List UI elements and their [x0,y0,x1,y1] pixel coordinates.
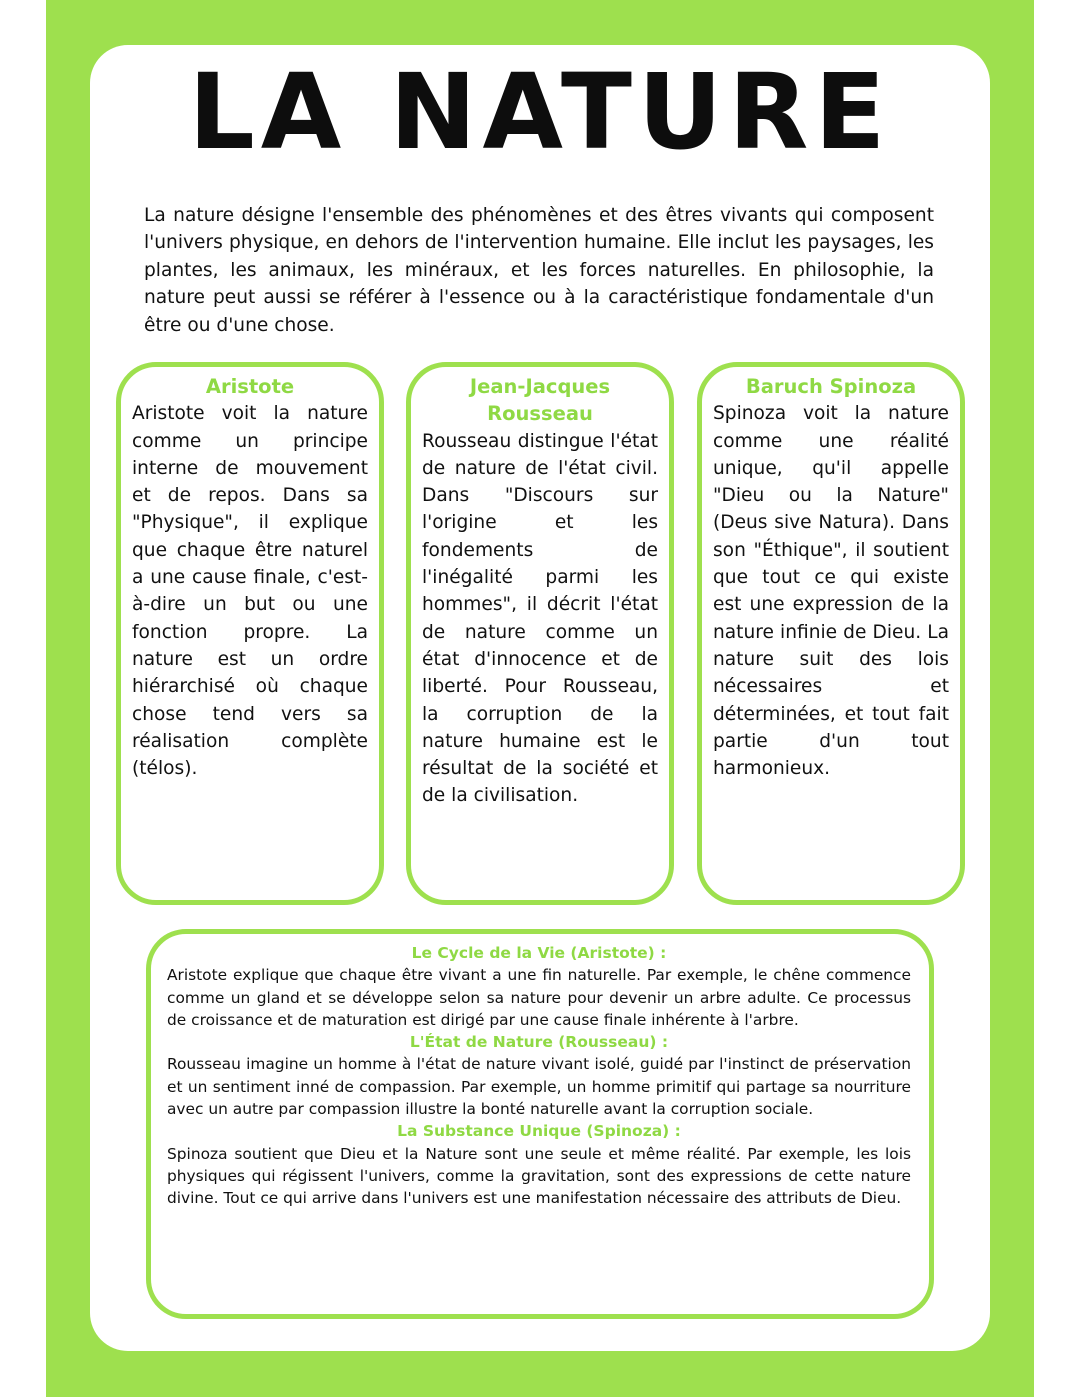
page-title: LA NATURE [188,51,892,173]
rousseau-box [406,362,674,905]
aristote-text: Aristote voit la nature comme un principe interne de mouvement et de repos. Dans sa "Physique", il explique que chaque être naturel a une cause finale, c'est-à-dire un but ou une fonction propre. La nature est un ordre hiérarchisé où chaque chose tend vers sa réalisation complète (télos). [132,403,368,780]
example-text-spinoza: Spinoza soutient que Dieu et la Nature sont une seule et même réalité. Par exemple, les lois physiques qui régissent l'univers, comme la gravitation, sont des expressions de cette nature divine. Tout ce qui arrive dans l'univers est une manifestation nécessaire des attributs de Dieu. [167,1144,911,1208]
example-text-rousseau: Rousseau imagine un homme à l'état de nature vivant isolé, guidé par l'instinct de préservation et un sentiment inné de compassion. Par exemple, un homme primitif qui partage sa nourriture avec un autre par compassion illustre la bonté naturelle avant la corruption sociale. [167,1055,911,1119]
spinoza-box [697,362,965,905]
example-heading-rousseau: L'État de Nature (Rousseau) : [409,1033,669,1052]
spinoza-text: Spinoza voit la nature comme une réalité unique, qu'il appelle "Dieu ou la Nature" (Deus sive Natura). Dans son "Éthique", il soutient que tout ce qui existe est une expression de la nature infinie de Dieu. La nature suit des lois nécessaires et déterminées, et tout fait partie d'un tout harmonieux. [713,403,949,780]
rousseau-text: Rousseau distingue l'état de nature de l'état civil. Dans "Discours sur l'origine et les fondements de l'inégalité parmi les hommes", il décrit l'état de nature comme un état d'innocence et de liberté. Pour Rousseau, la corruption de la nature humaine est le résultat de la société et de la civilisation. [422,430,658,807]
examples-box [146,929,934,1319]
rousseau-heading: Jean-Jacques Rousseau [469,375,611,426]
aristote-box [116,362,384,905]
example-text-aristote: Aristote explique que chaque être vivant a une fin naturelle. Par exemple, le chêne commence comme un gland et se développe selon sa nature pour devenir un arbre adulte. Ce processus de croissance et de maturation est dirigé par une cause finale inhérente à l'arbre. [167,966,911,1029]
spinoza-heading: Baruch Spinoza [745,375,917,398]
example-heading-spinoza: La Substance Unique (Spinoza) : [397,1122,681,1141]
aristote-heading: Aristote [205,375,295,398]
example-heading-aristote: Le Cycle de la Vie (Aristote) : [411,944,667,962]
intro-paragraph: La nature désigne l'ensemble des phénomènes et des êtres vivants qui composent l'univers physique, en dehors de l'intervention humaine. Elle inclut les paysages, les plantes, les animaux, les minéraux, et les forces naturelles. En philosophie, la nature peut aussi se référer à l'essence ou à la caractéristique fondamentale d'un être ou d'une chose. [144,205,934,336]
